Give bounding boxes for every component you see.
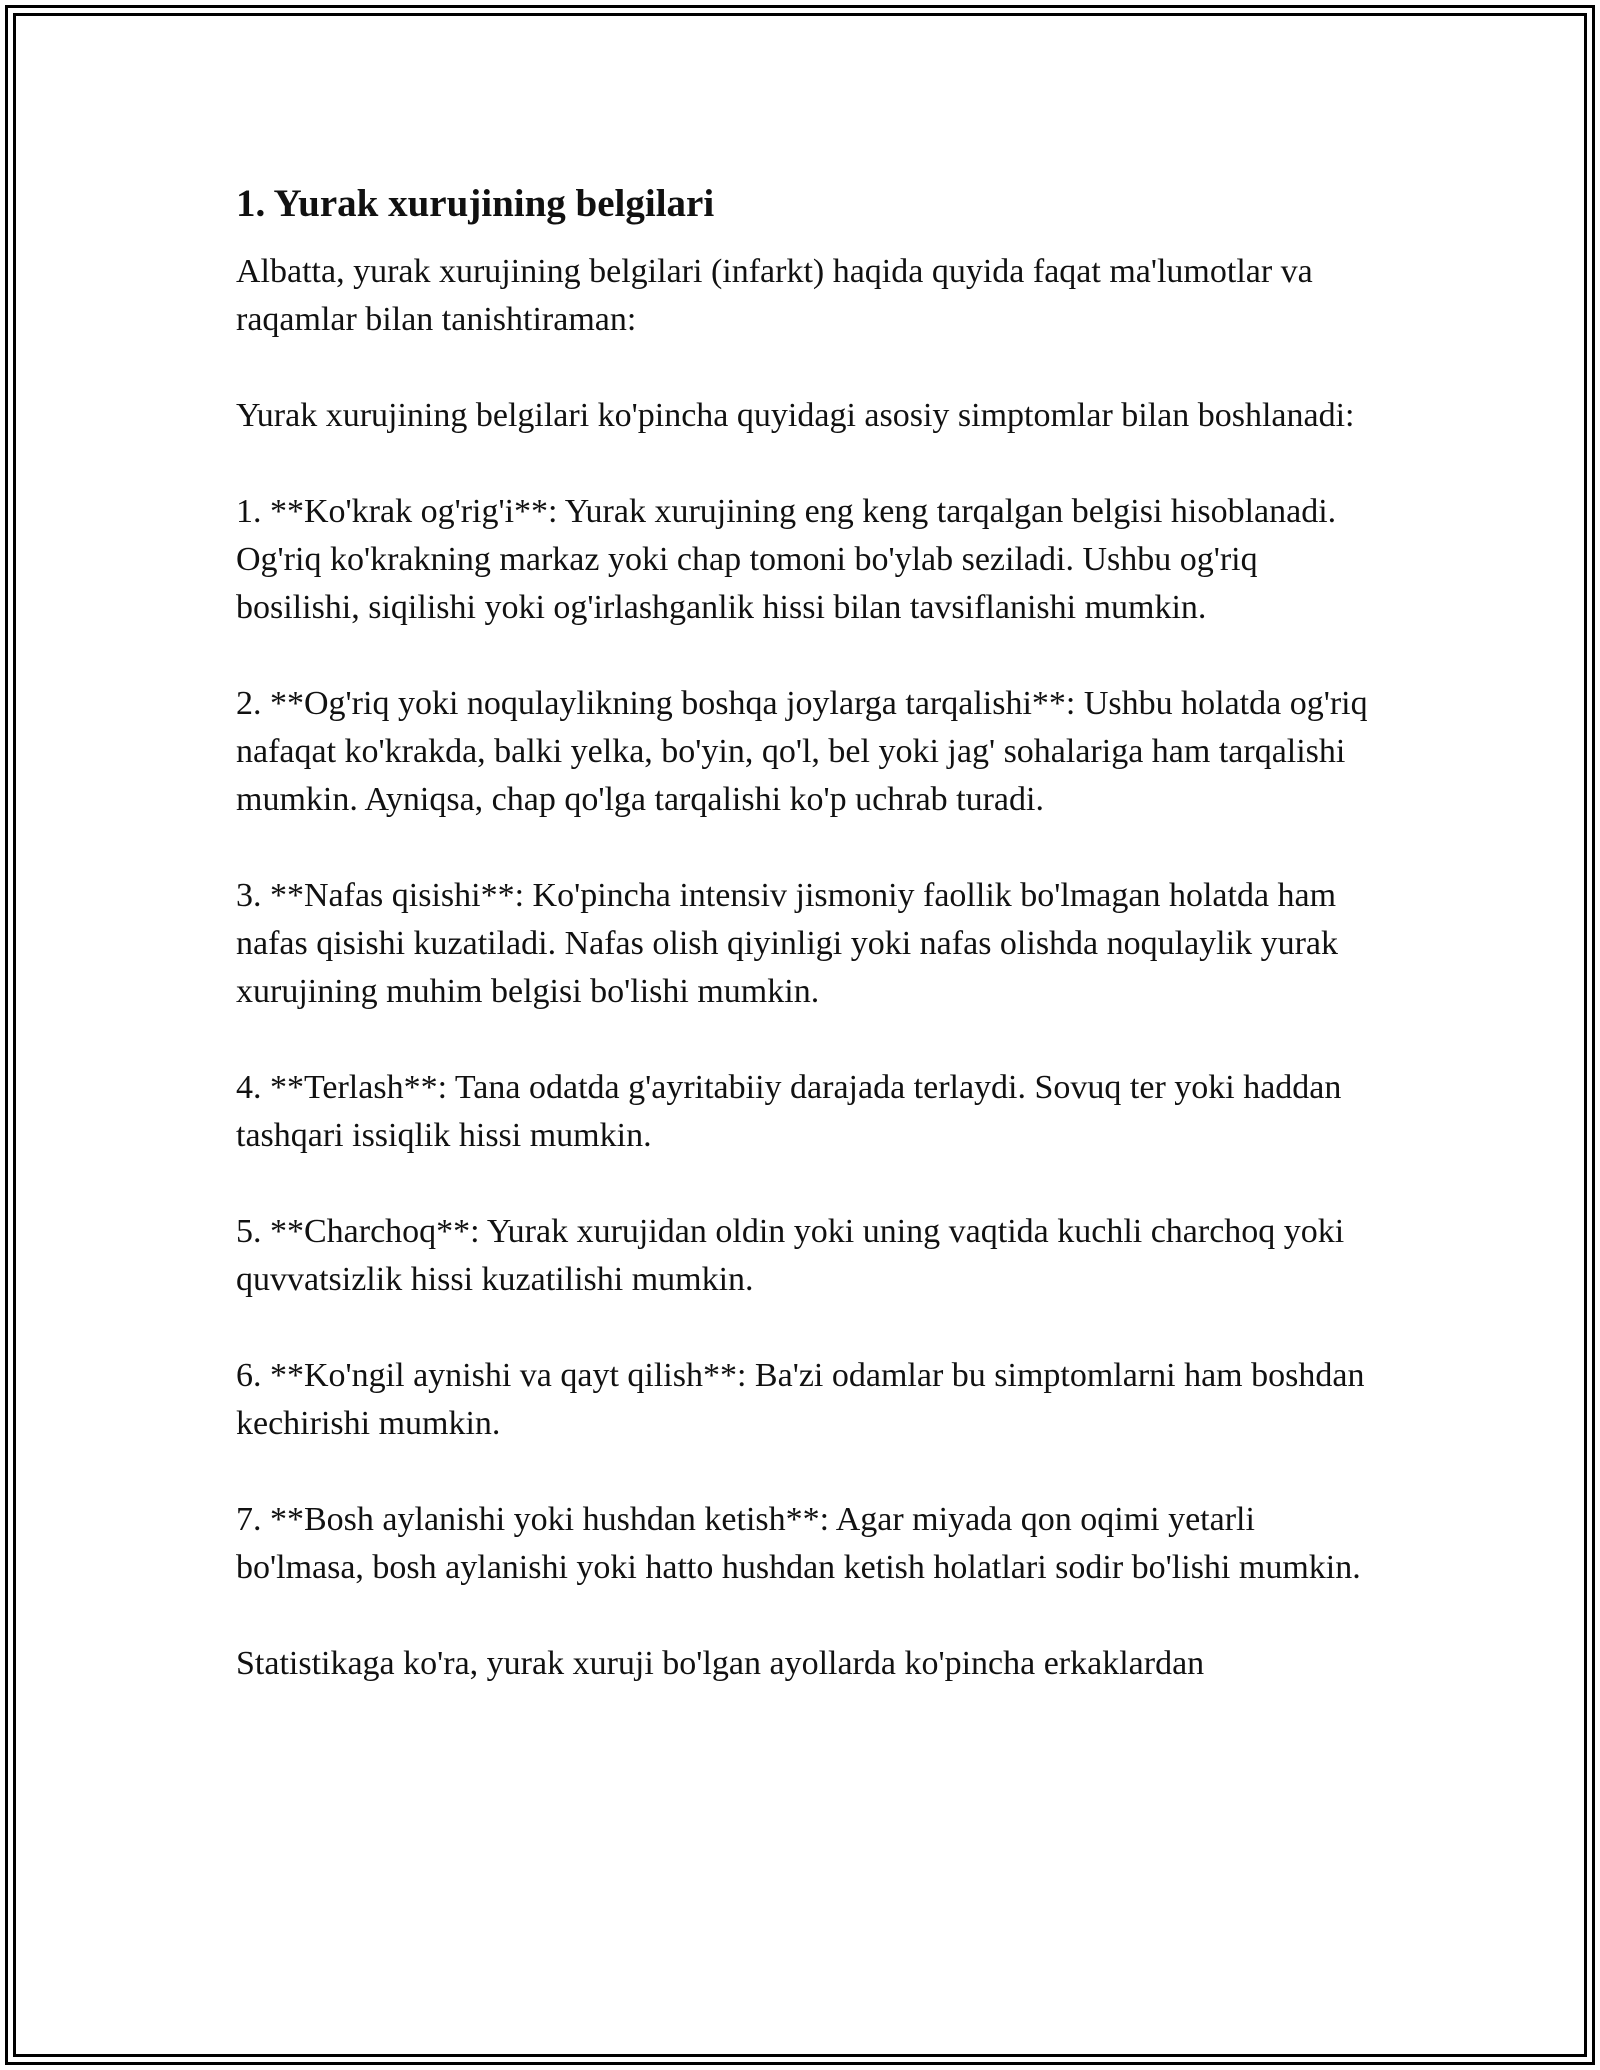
symptoms-lead-paragraph: Yurak xurujining belgilari ko'pincha quyidagi asosiy simptomlar bilan boshlanadi:: [236, 397, 1355, 434]
symptom-item-nausea: 6. **Ko'ngil aynishi va qayt qilish**: Ba'zi odamlar bu simptomlarni ham boshdan kechirishi mumkin.: [236, 1357, 1365, 1442]
section-title: 1. Yurak xurujining belgilari: [236, 182, 715, 225]
intro-paragraph: Albatta, yurak xurujining belgilari (infarkt) haqida quyida faqat ma'lumotlar va raqamlar bilan tanishtiraman:: [236, 253, 1313, 338]
symptom-item-sweating: 4. **Terlash**: Tana odatda g'ayritabiiy darajada terlaydi. Sovuq ter yoki haddan tashqari issiqlik hissi mumkin.: [236, 1069, 1342, 1154]
symptom-item-dizziness: 7. **Bosh aylanishi yoki hushdan ketish**: Agar miyada qon oqimi yetarli bo'lmasa, bosh aylanishi yoki hatto hushdan ketish holatlari sodir bo'lishi mumkin.: [236, 1501, 1361, 1586]
symptom-item-pain-spread: 2. **Og'riq yoki noqulaylikning boshqa joylarga tarqalishi**: Ushbu holatda og'riq nafaqat ko'krakda, balki yelka, bo'yin, qo'l, bel yoki jag' sohalariga ham tarqalishi mumkin. Ayniqsa, chap qo'lga tarqalishi ko'p uchrab turadi.: [236, 685, 1368, 818]
symptom-item-shortness-of-breath: 3. **Nafas qisishi**: Ko'pincha intensiv jismoniy faollik bo'lmagan holatda ham nafas qisishi kuzatiladi. Nafas olish qiyinligi yoki nafas olishda noqulaylik yurak xurujining muhim belgisi bo'lishi mumkin.: [236, 877, 1338, 1010]
statistics-paragraph: Statistikaga ko'ra, yurak xuruji bo'lgan ayollarda ko'pincha erkaklardan: [236, 1645, 1205, 1682]
document-body: [236, 180, 1386, 1688]
symptom-item-fatigue: 5. **Charchoq**: Yurak xurujidan oldin yoki uning vaqtida kuchli charchoq yoki quvvatsizlik hissi kuzatilishi mumkin.: [236, 1213, 1345, 1298]
symptom-item-chest-pain: 1. **Ko'krak og'rig'i**: Yurak xurujining eng keng tarqalgan belgisi hisoblanadi. Og'riq ko'krakning markaz yoki chap tomoni bo'ylab seziladi. Ushbu og'riq bosilishi, siqilishi yoki og'irlashganlik hissi bilan tavsiflanishi mumkin.: [236, 493, 1337, 626]
